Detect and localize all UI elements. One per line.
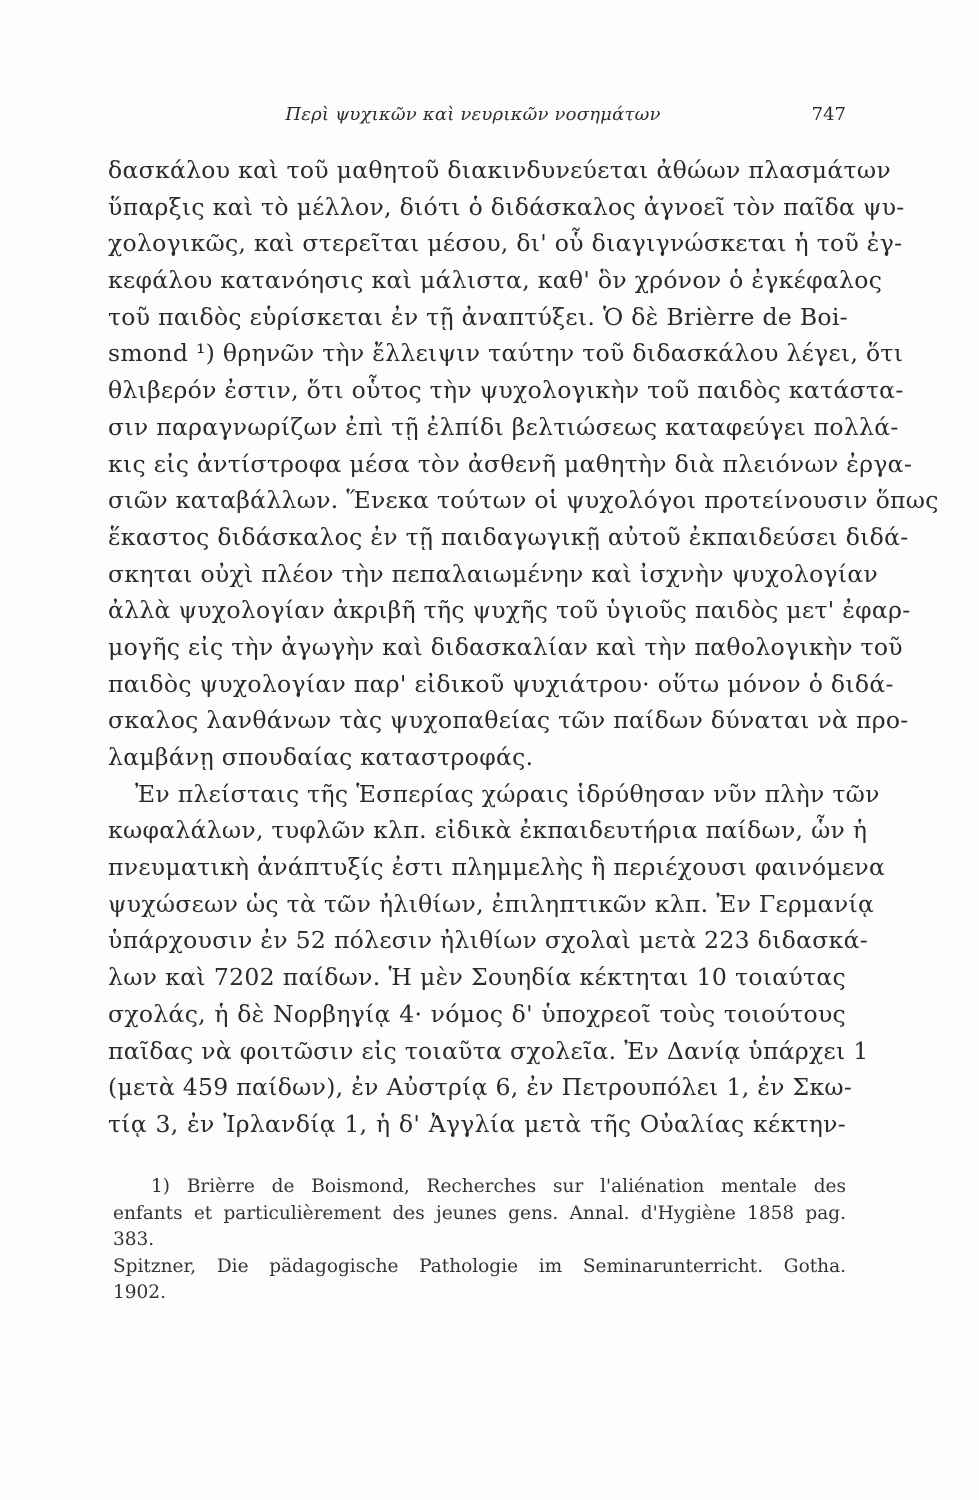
text-line: σκηται οὐχὶ πλέον τὴν πεπαλαιωμένην καὶ ἰσχνὴν ψυχολογίαν <box>108 559 879 588</box>
text-line: ἀλλὰ ψυχολογίαν ἀκριβῆ τῆς ψυχῆς τοῦ ὑγιοῦς παιδὸς μετ' ἐφαρ- <box>108 596 911 625</box>
text-line: κις εἰς ἀντίστροφα μέσα τὸν ἀσθενῆ μαθητὴν διὰ πλειόνων ἐργα- <box>108 449 913 478</box>
text-line: smond ¹) θρηνῶν τὴν ἔλλειψιν ταύτην τοῦ διδασκάλου λέγει, ὅτι <box>108 339 904 368</box>
footnotes <box>113 1174 846 1307</box>
footnote-line: 1) Brièrre de Boismond, Recherches sur l'aliénation mentale des <box>151 1176 846 1197</box>
text-line: ὑπάρχουσιν ἐν 52 πόλεσιν ἠλιθίων σχολαὶ μετὰ 223 διδασκά- <box>108 926 868 955</box>
text-line: σιῶν καταβάλλων. Ἕνεκα τούτων οἱ ψυχολόγοι προτείνουσιν ὅπως <box>108 486 939 515</box>
text-line: μογῆς εἰς τὴν ἀγωγὴν καὶ διδασκαλίαν καὶ τὴν παθολογικὴν τοῦ <box>108 632 903 661</box>
text-line: τίᾳ 3, ἐν Ἰρλανδίᾳ 1, ἡ δ' Ἀγγλία μετὰ τῆς Οὐαλίας κέκτην- <box>108 1109 846 1138</box>
text-line: χολογικῶς, καὶ στερεῖται μέσου, δι' οὗ διαγιγνώσκεται ἡ τοῦ ἐγ- <box>108 229 903 258</box>
text-line: λαμβάνῃ σπουδαίας καταστροφάς. <box>108 743 534 771</box>
text-line: ὕπαρξις καὶ τὸ μέλλον, διότι ὁ διδάσκαλος ἀγνοεῖ τὸν παῖδα ψυ- <box>108 192 905 221</box>
text-line: σχολάς, ἡ δὲ Νορβηγίᾳ 4· νόμος δ' ὑποχρεοῖ τοὺς τοιούτους <box>108 999 846 1028</box>
text-line: κωφαλάλων, τυφλῶν κλπ. εἰδικὰ ἐκπαιδευτήρια παίδων, ὧν ἡ <box>108 816 868 845</box>
footnote-line: 383. <box>113 1229 155 1250</box>
footnote-line: 1902. <box>113 1282 166 1303</box>
paragraph-start-line: Ἐν πλείσταις τῆς Ἑσπερίας χώραις ἱδρύθησαν νῦν πλὴν τῶν <box>135 779 880 808</box>
text-line: παῖδας νὰ φοιτῶσιν εἰς τοιαῦτα σχολεῖα. Ἐν Δανίᾳ ὑπάρχει 1 <box>108 1036 869 1065</box>
footnote-line: Spitzner, Die pädagogische Pathologie im Seminarunterricht. Gotha. <box>113 1255 846 1277</box>
text-line: τοῦ παιδὸς εὑρίσκεται ἐν τῇ ἀναπτύξει. Ὁ δὲ Brièrre de Boi- <box>108 302 848 331</box>
text-line: παιδὸς ψυχολογίαν παρ' εἰδικοῦ ψυχιάτρου· οὕτω μόνον ὁ διδά- <box>108 669 894 698</box>
text-line: σιν παραγνωρίζων ἐπὶ τῇ ἐλπίδι βελτιώσεως καταφεύγει πολλά- <box>108 412 899 441</box>
text-line: λων καὶ 7202 παίδων. Ἡ μὲν Σουηδία κέκτηται 10 τοιαύτας <box>108 963 846 992</box>
text-line: δασκάλου καὶ τοῦ μαθητοῦ διακινδυνεύεται ἀθώων πλασμάτων <box>108 156 891 184</box>
text-line: θλιβερόν ἐστιν, ὅτι οὗτος τὴν ψυχολογικὴν τοῦ παιδὸς κατάστα- <box>108 376 904 405</box>
body-text <box>108 152 939 1143</box>
page-number: 747 <box>811 104 846 125</box>
running-head <box>100 104 846 134</box>
text-line: σκαλος λανθάνων τὰς ψυχοπαθείας τῶν παίδων δύναται νὰ προ- <box>108 706 909 735</box>
text-line: ἕκαστος διδάσκαλος ἐν τῇ παιδαγωγικῇ αὐτοῦ ἐκπαιδεύσει διδά- <box>108 522 909 551</box>
text-line: ψυχώσεων ὡς τὰ τῶν ἠλιθίων, ἐπιληπτικῶν κλπ. Ἐν Γερμανίᾳ <box>108 889 875 918</box>
footnote-line: enfants et particulièrement des jeunes gens. Annal. d'Hygiène 1858 pag. <box>113 1202 846 1224</box>
text-line: (μετὰ 459 παίδων), ἐν Αὐστρίᾳ 6, ἐν Πετρουπόλει 1, ἐν Σκω- <box>108 1073 853 1102</box>
text-line: πνευματικὴ ἀνάπτυξίς ἐστι πλημμελὴς ἢ περιέχουσι φαινόμενα <box>108 853 886 882</box>
text-line: κεφάλου κατανόησις καὶ μάλιστα, καθ' ὃν χρόνον ὁ ἐγκέφαλος <box>108 266 883 295</box>
running-title: Περὶ ψυχικῶν καὶ νευρικῶν νοσημάτων <box>285 104 661 125</box>
